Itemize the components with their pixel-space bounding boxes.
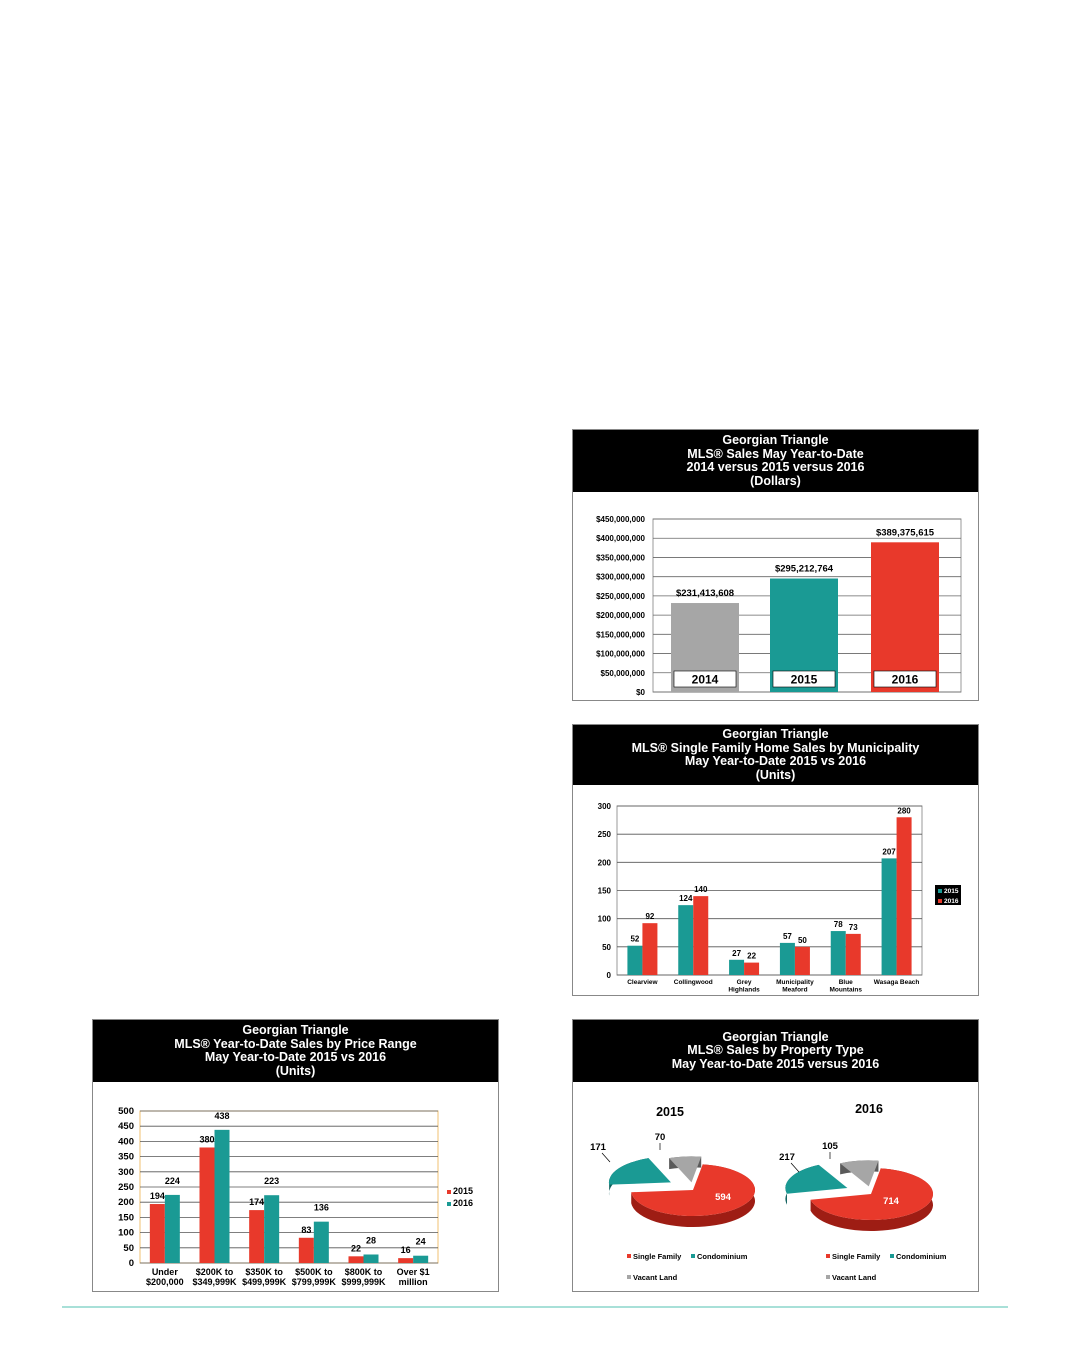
bar-chart-municipality (573, 785, 978, 995)
x-tick-label: $350K to (245, 1267, 283, 1277)
x-tick-label: $200K to (195, 1267, 234, 1277)
data-label: $231,413,608 (675, 588, 735, 600)
title-line: (Dollars) (750, 473, 801, 488)
bar-2016 (264, 1195, 279, 1263)
leader-line (791, 1163, 799, 1172)
pie-data-label: 105 (822, 1141, 838, 1152)
y-tick-label: 150 (118, 1212, 134, 1224)
legend-label: 2015 (453, 1186, 474, 1196)
bar (871, 542, 939, 692)
title-line: MLS® Year-to-Date Sales by Price Range (174, 1036, 417, 1051)
data-label: 438 (214, 1110, 230, 1121)
data-label: $389,375,615 (875, 527, 935, 539)
title-line: May Year-to-Date 2015 vs 2016 (204, 1050, 387, 1064)
bar-2016 (215, 1130, 230, 1263)
chart-title-dollars (573, 430, 978, 492)
leader-line (602, 1153, 610, 1162)
data-label: 223 (264, 1176, 280, 1187)
x-tick-label: $800K to (344, 1267, 383, 1277)
x-tick-label: Blue (838, 979, 853, 986)
title-line: (Units) (275, 1063, 316, 1078)
legend-label: Condominium (697, 1252, 748, 1261)
pie-data-label: 217 (779, 1152, 795, 1163)
x-tick-label: 2014 (691, 672, 719, 687)
y-tick-label: $450,000,000 (596, 515, 645, 524)
chart-title-price-range (93, 1020, 498, 1082)
bar-chart-dollars (573, 492, 978, 700)
chart-title-property-type (573, 1020, 978, 1082)
title-line: MLS® Sales by Property Type (687, 1043, 864, 1058)
y-tick-label: $150,000,000 (596, 630, 645, 640)
data-label: 92 (645, 912, 655, 922)
chart-panel-property-type (572, 1019, 979, 1292)
bar-2016 (744, 963, 759, 975)
title-line: Georgian Triangle (722, 1029, 829, 1044)
footer-rule (62, 1306, 1008, 1308)
title-line: (Units) (755, 767, 796, 782)
legend-swatch (447, 1190, 451, 1194)
x-tick-label: Wasaga Beach (873, 979, 920, 986)
legend-label: Single Family (832, 1252, 881, 1261)
data-label: 124 (679, 894, 693, 904)
legend-swatch (826, 1275, 830, 1279)
pie-slice (669, 1156, 701, 1182)
bar-2016 (165, 1195, 180, 1263)
y-tick-label: 350 (118, 1151, 134, 1163)
x-tick-label: $349,999K (192, 1277, 237, 1287)
pie-data-label: 714 (883, 1196, 899, 1207)
data-label: 83 (301, 1224, 312, 1235)
data-label: 50 (797, 935, 807, 945)
data-label: 140 (694, 885, 708, 895)
data-label: 78 (833, 920, 843, 930)
x-tick-label: Meaford (782, 986, 808, 994)
y-tick-label: 250 (597, 830, 611, 840)
bar-2015 (678, 905, 693, 975)
chart-panel-dollars (572, 429, 979, 701)
legend-swatch (447, 1202, 451, 1206)
bar-2016 (693, 896, 708, 975)
bar-2015 (150, 1204, 165, 1263)
data-label: 57 (782, 931, 792, 941)
x-tick-label: $799,999K (291, 1277, 336, 1287)
data-label: 22 (350, 1243, 362, 1254)
data-label: 73 (848, 922, 858, 932)
x-tick-label: Under (151, 1267, 178, 1277)
title-line: May Year-to-Date 2015 versus 2016 (671, 1056, 880, 1071)
title-line: Georgian Triangle (722, 433, 829, 447)
title-line: MLS® Single Family Home Sales by Municipality (631, 740, 920, 755)
legend-swatch (938, 889, 942, 893)
legend-label: 2015 (944, 888, 959, 895)
bar-2016 (642, 923, 657, 975)
y-tick-label: $100,000,000 (596, 649, 645, 659)
bar-2015 (200, 1147, 215, 1263)
y-tick-label: 150 (597, 886, 611, 896)
x-tick-label: $200,000 (146, 1277, 184, 1287)
pie-year-label: 2015 (656, 1105, 684, 1119)
pie-slice (785, 1165, 847, 1194)
bar-chart-price-range (93, 1082, 498, 1291)
title-line: May Year-to-Date 2015 vs 2016 (684, 754, 867, 768)
x-tick-label: Municipality (776, 979, 814, 986)
x-tick-label: Mountains (829, 986, 862, 994)
x-tick-label: $499,999K (242, 1277, 287, 1287)
legend-label: Vacant Land (633, 1273, 678, 1282)
legend-swatch (826, 1254, 830, 1258)
pie-slice (609, 1158, 671, 1184)
x-tick-label: $500K to (295, 1267, 333, 1277)
pie-year-label: 2016 (855, 1102, 883, 1116)
y-tick-label: 200 (597, 858, 611, 868)
x-tick-label: Highlands (728, 986, 760, 994)
bar-2016 (364, 1254, 379, 1263)
y-tick-label: 50 (602, 942, 611, 952)
y-tick-label: $350,000,000 (596, 553, 645, 563)
legend-label: 2016 (944, 898, 959, 905)
legend-swatch (890, 1254, 894, 1258)
data-label: 16 (400, 1245, 411, 1256)
data-label: 24 (415, 1236, 426, 1247)
x-tick-label: Collingwood (673, 979, 713, 986)
legend-swatch (938, 899, 942, 903)
y-tick-label: $200,000,000 (596, 611, 645, 621)
y-tick-label: 100 (597, 914, 611, 924)
x-tick-label: $999,999K (341, 1277, 386, 1287)
data-label: 207 (882, 847, 896, 857)
bar-2016 (846, 934, 861, 975)
y-tick-label: 300 (118, 1166, 134, 1178)
y-tick-label: 300 (597, 802, 611, 811)
y-tick-label: $250,000,000 (596, 591, 645, 601)
legend-label: Condominium (896, 1252, 947, 1261)
bar-2016 (897, 817, 912, 975)
data-label: 280 (897, 806, 911, 816)
y-tick-label: 500 (118, 1106, 134, 1117)
bar-2015 (882, 858, 897, 975)
legend-label: Single Family (633, 1252, 682, 1261)
data-label: $295,212,764 (774, 563, 834, 575)
y-tick-label: 400 (118, 1136, 134, 1148)
bar-2015 (831, 931, 846, 975)
bar-2015 (398, 1258, 413, 1263)
data-label: 27 (732, 948, 742, 958)
bar-2016 (413, 1256, 428, 1263)
y-tick-label: 50 (123, 1242, 134, 1254)
data-label: 22 (747, 951, 757, 961)
pie-data-label: 70 (654, 1132, 666, 1143)
bar-2015 (627, 946, 642, 975)
chart-panel-municipality (572, 724, 979, 996)
chart-title-municipality (573, 725, 978, 785)
y-tick-label: 250 (118, 1182, 134, 1193)
bar-2016 (795, 947, 810, 975)
y-tick-label: 450 (118, 1121, 134, 1133)
y-tick-label: 100 (118, 1227, 134, 1239)
y-tick-label: $50,000,000 (600, 668, 645, 678)
title-line: MLS® Sales May Year-to-Date (687, 446, 864, 461)
pie-data-label: 594 (715, 1192, 731, 1203)
legend-label: Vacant Land (832, 1273, 877, 1282)
y-tick-label: 0 (606, 971, 611, 980)
y-tick-label: $400,000,000 (596, 534, 645, 544)
legend-swatch (627, 1275, 631, 1279)
legend-label: 2016 (453, 1198, 474, 1208)
data-label: 224 (164, 1175, 180, 1186)
bar-2015 (249, 1210, 264, 1263)
title-line: 2014 versus 2015 versus 2016 (686, 460, 865, 474)
x-tick-label: Over $1 (396, 1267, 430, 1277)
bar-2015 (299, 1238, 314, 1263)
data-label: 380 (199, 1134, 215, 1145)
data-label: 136 (313, 1202, 329, 1213)
legend-swatch (627, 1254, 631, 1258)
y-tick-label: $300,000,000 (596, 572, 645, 582)
bar-2016 (314, 1222, 329, 1263)
pie-chart-property-type (573, 1082, 978, 1291)
title-line: Georgian Triangle (722, 727, 829, 741)
bar-2015 (349, 1256, 364, 1263)
data-label: 194 (149, 1191, 165, 1202)
y-tick-label: $0 (636, 688, 645, 697)
y-tick-label: 200 (118, 1197, 134, 1209)
x-tick-label: 2016 (891, 672, 919, 687)
bar-2015 (780, 943, 795, 975)
data-label: 174 (249, 1197, 265, 1208)
pie-data-label: 171 (590, 1142, 606, 1153)
pie-slice (840, 1160, 878, 1186)
x-tick-label: 2015 (790, 672, 818, 687)
y-tick-label: 0 (128, 1258, 134, 1269)
x-tick-label: Clearview (627, 979, 658, 986)
bar-2015 (729, 960, 744, 975)
data-label: 52 (630, 934, 640, 944)
data-label: 28 (365, 1235, 377, 1246)
chart-panel-price-range (92, 1019, 499, 1292)
x-tick-label: million (398, 1277, 428, 1287)
x-tick-label: Grey (736, 979, 752, 986)
legend-swatch (691, 1254, 695, 1258)
title-line: Georgian Triangle (242, 1023, 349, 1037)
